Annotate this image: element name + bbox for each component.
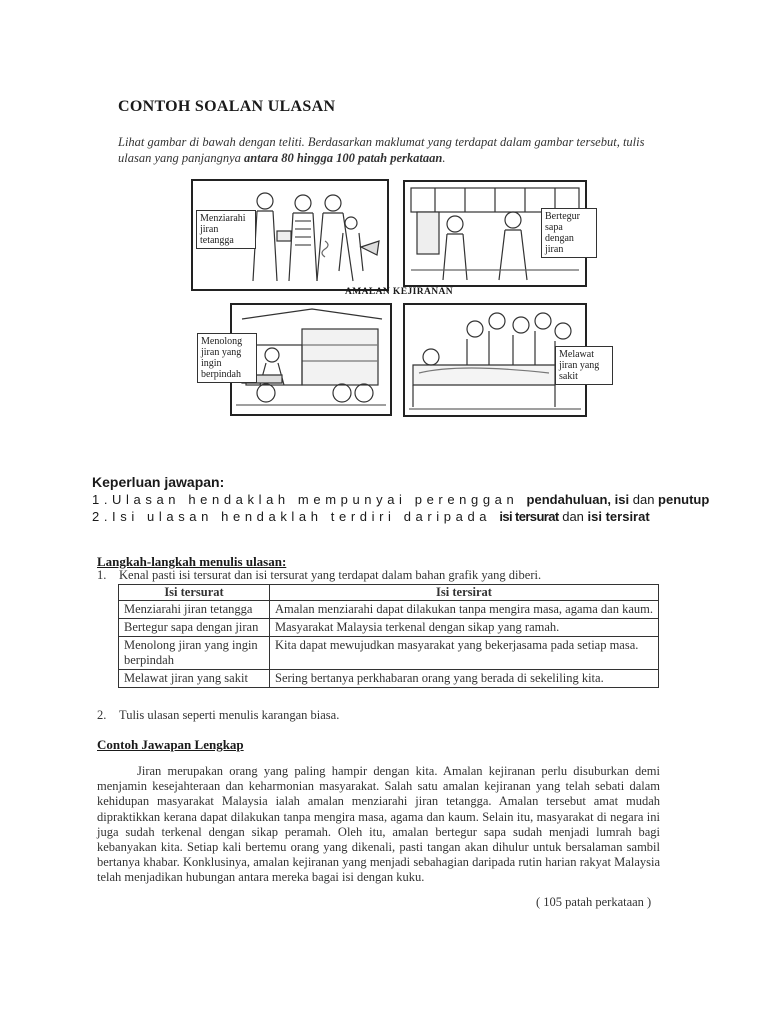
step-1: 1. Kenal pasti isi tersurat dan isi tersurat yang terdapat dalam bahan grafik yang diberi.: [97, 568, 542, 582]
table-cell: Bertegur sapa dengan jiran: [119, 619, 270, 637]
isi-table: [118, 584, 659, 688]
caption-greeting: Bertegur sapa dengan jiran: [541, 208, 597, 258]
table-cell: Sering bertanya perkhabaran orang yang berada di sekeliling kita.: [270, 670, 659, 688]
table-header-cell: Isi tersurat: [119, 585, 270, 601]
table-cell: Masyarakat Malaysia terkenal dengan sikap yang ramah.: [270, 619, 659, 637]
step-2: 2. Tulis ulasan seperti menulis karangan biasa.: [97, 708, 340, 722]
instruction-text: Lihat gambar di bawah dengan teliti. Berdasarkan maklumat yang terdapat dalam gambar tersebut, tulis ulasan yang panjangnya antara 80 hingga 100 patah perkataan.: [118, 135, 645, 165]
caption-visiting: Menziarahi jiran tetangga: [196, 210, 256, 249]
answer-heading: Contoh Jawapan Lengkap: [97, 737, 244, 752]
answer-body: Jiran merupakan orang yang paling hampir dengan kita. Amalan kejiranan perlu disuburkan demi menjamin kesejahteraan dan keharmonian masyarakat. Salah satu amalan kejiranan yang telah sebati dalam kehidupan masyarakat Malaysia ialah amalan menziarahi jiran tetangga. Amalan tersebut amat mudah dipraktikkan kerana dapat dilakukan tanpa mengira masa, agama dan kaum. Selain itu, masyarakat di negara ini juga sudah terkenal dengan sikap peramah. Oleh itu, amalan bertegur sapa sudah menjadi lumrah bagi kebanyakan kita. Setiap kali bertemu orang yang dikenali, pasti tangan akan dihulur untuk bersalaman sambil bertanya khabar. Konklusinya, amalan kejiranan yang menjadi sebahagian daripada rutin harian rakyat Malaysia telah menjadikan hubungan antara mereka bagai isi dengan kuku.: [97, 764, 660, 885]
table-cell: Menolong jiran yang ingin berpindah: [119, 637, 270, 670]
table-cell: Menziarahi jiran tetangga: [119, 601, 270, 619]
table-row: [119, 601, 659, 619]
caption-sick: Melawat jiran yang sakit: [555, 346, 613, 385]
caption-moving: Menolong jiran yang ingin berpindah: [197, 333, 257, 383]
table-cell: Melawat jiran yang sakit: [119, 670, 270, 688]
table-row: [119, 619, 659, 637]
word-count: ( 105 patah perkataan ): [536, 895, 652, 909]
table-cell: Amalan menziarahi dapat dilakukan tanpa mengira masa, agama dan kaum.: [270, 601, 659, 619]
requirements-heading: Keperluan jawapan:: [92, 474, 225, 490]
table-header-row: [119, 585, 659, 601]
illustration-center-label: AMALAN KEJIRANAN: [345, 287, 453, 297]
requirement-line-2: 2.Isi ulasan hendaklah terdiri daripada isi tersurat dan isi tersirat: [92, 509, 650, 524]
table-header-cell: Isi tersirat: [270, 585, 659, 601]
table-cell: Kita dapat mewujudkan masyarakat yang bekerjasama pada setiap masa.: [270, 637, 659, 670]
steps-heading: Langkah-langkah menulis ulasan:: [97, 554, 287, 569]
page-title: CONTOH SOALAN ULASAN: [118, 98, 336, 115]
table-row: [119, 670, 659, 688]
requirement-line-1: 1.Ulasan hendaklah mempunyai perenggan pendahuluan, isi dan penutup: [92, 492, 710, 507]
table-row: [119, 637, 659, 670]
